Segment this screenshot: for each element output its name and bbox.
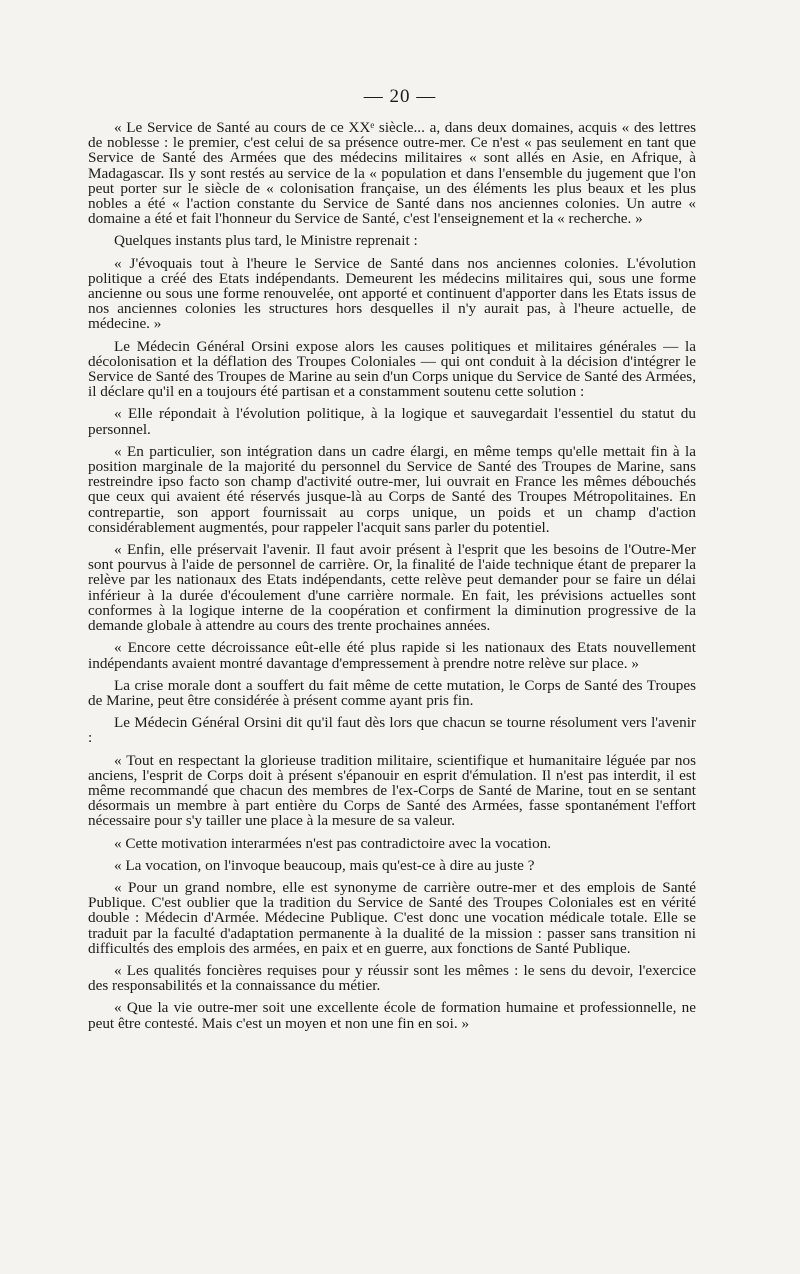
- paragraph: « Enfin, elle préservait l'avenir. Il faut avoir présent à l'esprit que les besoins de l'Outre-Mer sont pourvus à l'aide de personnel de carrière. Or, la finalité de l'aide technique étant de preparer la relève par les nationaux des Etats indépendants, cette relève peut demander pour se faire un délai inférieur à la durée d'écoulement d'une carrière normale. En fait, les prévisions actuelles sont conformes à la logique interne de la coopération et confirment la diminution progressive de la demande globale à attendre au cours des trente prochaines années.: [88, 541, 696, 635]
- body-text: [88, 120, 696, 1031]
- paragraph: La crise morale dont a souffert du fait même de cette mutation, le Corps de Santé des Troupes de Marine, peut être considérée à présent comme ayant pris fin.: [88, 676, 696, 709]
- paragraph: « La vocation, on l'invoque beaucoup, mais qu'est-ce à dire au juste ?: [114, 856, 535, 874]
- paragraph: « Cette motivation interarmées n'est pas contradictoire avec la vocation.: [114, 834, 552, 852]
- paragraph: « Elle répondait à l'évolution politique, à la logique et sauvegardait l'essentiel du statut du personnel.: [88, 405, 696, 438]
- paragraph: « Les qualités foncières requises pour y réussir sont les mêmes : le sens du devoir, l'exercice des responsabilités et la connaissance du métier.: [88, 961, 696, 995]
- page-number: — 20 —: [363, 86, 437, 107]
- paragraph: « Que la vie outre-mer soit une excellente école de formation humaine et professionnelle, ne peut être contesté. Mais c'est un moyen et non une fin en soi. »: [88, 999, 696, 1032]
- paragraph: « Tout en respectant la glorieuse tradition militaire, scientifique et humanitaire léguée par nos anciens, l'esprit de Corps doit à présent s'épanouir en esprit d'émulation. Il n'est pas interdit, il est même recommandé que chacun des membres de l'ex-Corps de Santé de Marine, tout en se sentant désormais un membre à part entière du Corps de Santé des Armées, fasse spontanément l'effort nécessaire pour s'y tailler une place à la mesure de sa valeur.: [88, 751, 696, 830]
- paragraph: « Le Service de Santé au cours de ce XXᵉ siècle... a, dans deux domaines, acquis « des lettres de noblesse : le premier, c'est celui de sa présence outre-mer. Ce n'est « pas seulement en tant que Service de Santé des Armées que des médecins militaires « sont allés en Asie, en Afrique, à Madagascar. Ils y sont restés au service de la « population et dans l'ensemble du jugement que l'on peut porter sur le siècle de « colonisation française, un des éléments les plus beaux et les plus nobles a été « l'action constante du Service de Santé dans nos anciennes colonies. Un autre « domaine a été et fait l'honneur du Service de Santé, c'est l'enseignement et la « recherche. »: [88, 119, 696, 228]
- paragraph: « En particulier, son intégration dans un cadre élargi, en même temps qu'elle mettait fin à la position marginale de la majorité du personnel du Service de Santé des Troupes de Marine, sans restreindre ipso facto son champ d'activité outre-mer, lui ouvrait en France les mêmes débouchés que ceux qui avaient été réservés jusque-là au Corps de Santé des Troupes Métropolitaines. En contrepartie, son apport fournissait au corps unique, un poids et un champ d'action considérablement augmentés, pour rappeler l'acquit sans parler du potentiel.: [88, 442, 696, 536]
- paragraph: « Encore cette décroissance eût-elle été plus rapide si les nationaux des Etats nouvellement indépendants avaient montré davantage d'empressement à prendre notre relève sur place. »: [88, 639, 696, 672]
- paragraph: Le Médecin Général Orsini dit qu'il faut dès lors que chacun se tourne résolument vers l'avenir :: [88, 714, 696, 747]
- paragraph: « J'évoquais tout à l'heure le Service de Santé dans nos anciennes colonies. L'évolution politique a créé des Etats indépendants. Demeurent les médecins militaires qui, sous une forme ancienne ou sous une forme renouvelée, ont apporté et continuent d'apporter dans les Etats issus de nos anciennes colonies les structures hors desquelles il n'y aurait pas, à l'heure actuelle, de médecine. »: [88, 254, 696, 333]
- paragraph: Le Médecin Général Orsini expose alors les causes politiques et militaires générales — la décolonisation et la déflation des Troupes Coloniales — qui ont conduit à la décision d'intégrer le Service de Santé des Troupes de Marine au sein d'un Corps unique du Service de Santé des Armées, il déclare qu'il en a toujours été partisan et a constamment soutenu cette solution :: [88, 337, 696, 401]
- paragraph: « Pour un grand nombre, elle est synonyme de carrière outre-mer et des emplois de Santé Publique. C'est oublier que la tradition du Service de Santé des Troupes Coloniales est en vérité double : Médecin d'Armée. Médecine Publique. C'est donc une vocation médicale totale. Elle se traduit par la faculté d'adaptation permanente à la dualité de la mission : passer sans transition ni difficultés des emplois des armées, en paix et en guerre, aux fonctions de Santé Publique.: [88, 878, 696, 957]
- paragraph: Quelques instants plus tard, le Ministre reprenait :: [114, 232, 418, 250]
